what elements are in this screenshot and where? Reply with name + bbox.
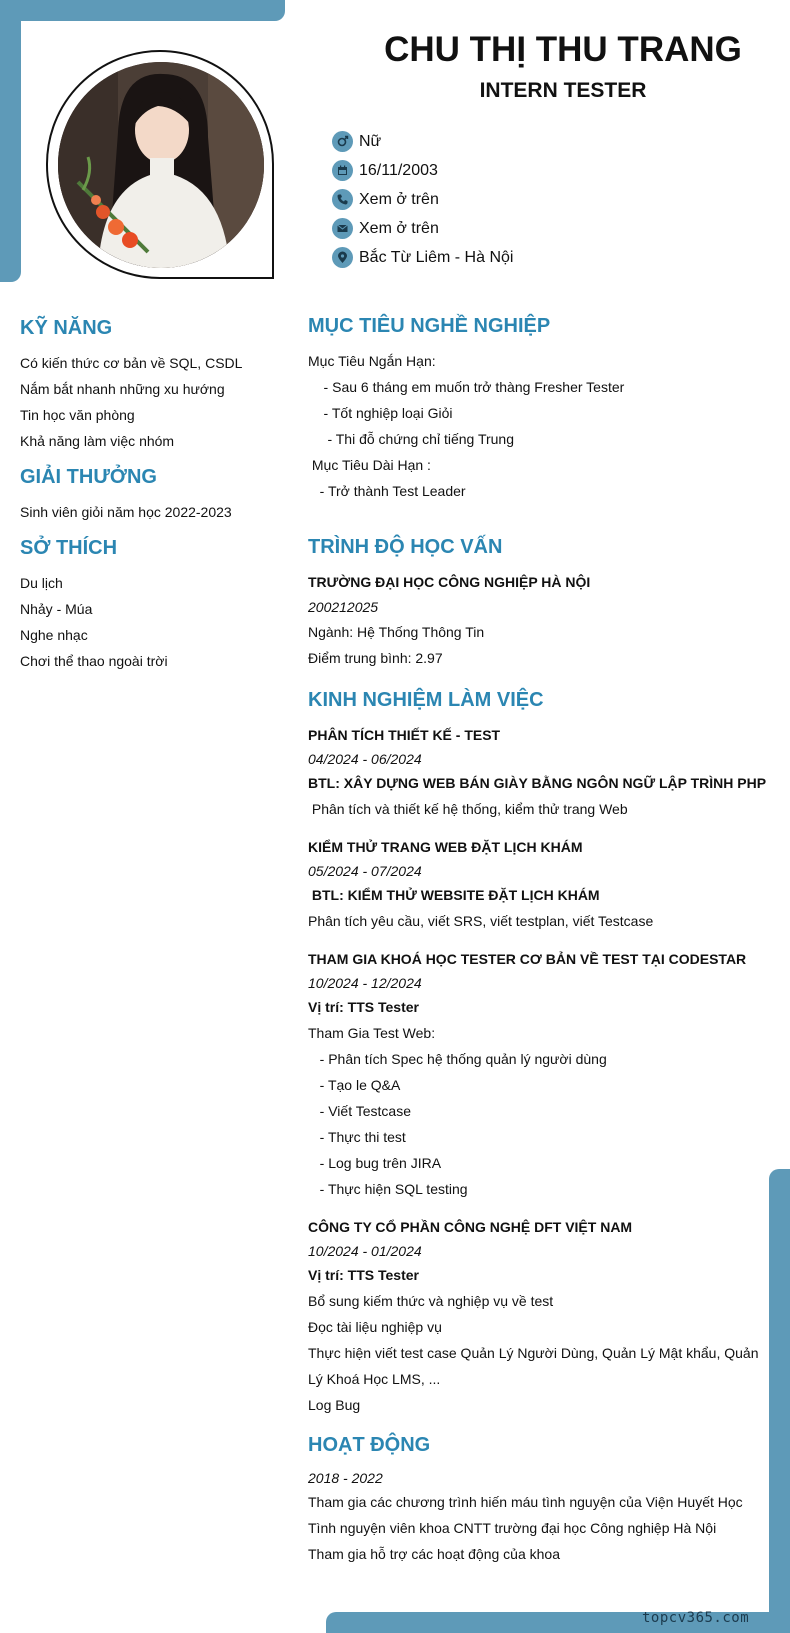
contact-email xyxy=(332,214,513,243)
phone-icon xyxy=(332,189,353,210)
job-line: Tham Gia Test Web: xyxy=(308,1025,436,1041)
contact-phone xyxy=(332,185,513,214)
objective-line: - Trở thành Test Leader xyxy=(308,483,466,499)
job-entry xyxy=(308,946,768,1202)
email-icon xyxy=(332,218,353,239)
job-entry xyxy=(308,722,768,822)
left-column xyxy=(20,315,275,674)
decor-top-bar xyxy=(0,0,285,21)
job-company: PHÂN TÍCH THIẾT KẾ - TEST xyxy=(308,727,501,743)
skill-item: Khả năng làm việc nhóm xyxy=(20,433,175,449)
job-line: Phân tích yêu cầu, viết SRS, viết testplan, viết Testcase xyxy=(308,913,654,929)
right-column xyxy=(308,313,768,1567)
job-period: 10/2024 - 12/2024 xyxy=(308,975,422,991)
job-role: Vị trí: TTS Tester xyxy=(308,1267,419,1283)
job-role: BTL: XÂY DỰNG WEB BÁN GIÀY BẰNG NGÔN NGỮ LẬP TRÌNH PHP xyxy=(308,775,767,791)
job-role: BTL: KIỂM THỬ WEBSITE ĐẶT LỊCH KHÁM xyxy=(308,887,600,903)
job-line: - Thực thi test xyxy=(308,1129,406,1145)
skill-item: Có kiến thức cơ bản về SQL, CSDL xyxy=(20,355,243,371)
education-major: Ngành: Hệ Thống Thông Tin xyxy=(308,624,485,640)
job-entry xyxy=(308,834,768,934)
job-line: Log Bug xyxy=(308,1397,361,1413)
job-period: 10/2024 - 01/2024 xyxy=(308,1243,422,1259)
skills-heading: KỸ NĂNG xyxy=(20,317,113,339)
phone-text: Xem ở trên xyxy=(359,190,439,208)
location-icon xyxy=(332,247,353,268)
activities-period: 2018 - 2022 xyxy=(308,1470,383,1486)
watermark: topcv365.com xyxy=(642,1610,750,1626)
education-heading: TRÌNH ĐỘ HỌC VẤN xyxy=(308,536,503,558)
job-line: - Log bug trên JIRA xyxy=(308,1155,442,1171)
activity-line: Tình nguyện viên khoa CNTT trường đại học Công nghiệp Hà Nội xyxy=(308,1520,717,1536)
award-item: Sinh viên giỏi năm học 2022-2023 xyxy=(20,504,232,520)
objective-line: - Sau 6 tháng em muốn trở thàng Fresher Tester xyxy=(308,379,625,395)
contact-address xyxy=(332,243,513,272)
email-text: Xem ở trên xyxy=(359,219,439,237)
objective-line: Mục Tiêu Ngắn Hạn: xyxy=(308,353,436,369)
hobbies-heading: SỞ THÍCH xyxy=(20,537,118,559)
education-period: 200212025 xyxy=(308,599,379,615)
contact-gender xyxy=(332,127,513,156)
job-line: Đọc tài liệu nghiệp vụ xyxy=(308,1319,442,1335)
avatar xyxy=(58,62,264,268)
objective-line: Mục Tiêu Dài Hạn : xyxy=(308,457,431,473)
activity-line: Tham gia các chương trình hiến máu tình nguyện của Viện Huyết Học xyxy=(308,1494,743,1510)
address-text: Bắc Từ Liêm - Hà Nội xyxy=(359,248,514,266)
gender-icon xyxy=(332,131,353,152)
job-company: CÔNG TY CỔ PHẦN CÔNG NGHỆ DFT VIỆT NAM xyxy=(308,1219,633,1235)
education-gpa: Điểm trung bình: 2.97 xyxy=(308,650,443,666)
job-company: THAM GIA KHOÁ HỌC TESTER CƠ BẢN VỀ TEST TẠI CODESTAR xyxy=(308,951,747,967)
objective-line: - Thi đỗ chứng chỉ tiếng Trung xyxy=(308,431,515,447)
job-period: 04/2024 - 06/2024 xyxy=(308,751,422,767)
job-entry xyxy=(308,1214,768,1418)
job-role: Vị trí: TTS Tester xyxy=(308,999,419,1015)
birthday-text: 16/11/2003 xyxy=(359,161,438,179)
job-company: KIỂM THỬ TRANG WEB ĐẶT LỊCH KHÁM xyxy=(308,839,583,855)
hobby-item: Chơi thể thao ngoài trời xyxy=(20,653,168,669)
objective-heading: MỤC TIÊU NGHỀ NGHIỆP xyxy=(308,315,551,337)
hobby-item: Du lịch xyxy=(20,575,63,591)
candidate-name: CHU THỊ THU TRANG xyxy=(384,30,742,69)
job-line: Phân tích và thiết kế hệ thống, kiểm thử trang Web xyxy=(308,801,628,817)
gender-text: Nữ xyxy=(359,132,382,150)
experience-heading: KINH NGHIỆM LÀM VIỆC xyxy=(308,689,544,711)
contact-birthday xyxy=(332,156,513,185)
calendar-icon xyxy=(332,160,353,181)
decor-left-bar xyxy=(0,0,21,282)
skill-item: Nắm bắt nhanh những xu hướng xyxy=(20,381,225,397)
hobby-item: Nhảy - Múa xyxy=(20,601,93,617)
job-line: Thực hiện viết test case Quản Lý Người Dùng, Quản Lý Mật khẩu, Quản Lý Khoá Học LMS, ... xyxy=(308,1345,759,1387)
job-line: - Phân tích Spec hệ thống quản lý người dùng xyxy=(308,1051,607,1067)
job-line: - Thực hiện SQL testing xyxy=(308,1181,468,1197)
awards-heading: GIẢI THƯỞNG xyxy=(20,466,157,488)
decor-right-bar xyxy=(769,1169,790,1633)
job-period: 05/2024 - 07/2024 xyxy=(308,863,422,879)
job-line: - Tạo le Q&A xyxy=(308,1077,401,1093)
objective-line: - Tốt nghiệp loại Giỏi xyxy=(308,405,453,421)
activity-line: Tham gia hỗ trợ các hoạt động của khoa xyxy=(308,1546,560,1562)
skill-item: Tin học văn phòng xyxy=(20,407,135,423)
contact-list xyxy=(332,127,513,272)
job-title: INTERN TESTER xyxy=(479,79,647,102)
job-line: Bổ sung kiếm thức và nghiệp vụ về test xyxy=(308,1293,554,1309)
job-line: - Viết Testcase xyxy=(308,1103,411,1119)
activities-heading: HOẠT ĐỘNG xyxy=(308,1434,431,1456)
school-name: TRƯỜNG ĐẠI HỌC CÔNG NGHIỆP HÀ NỘI xyxy=(308,574,591,590)
hobby-item: Nghe nhạc xyxy=(20,627,88,643)
